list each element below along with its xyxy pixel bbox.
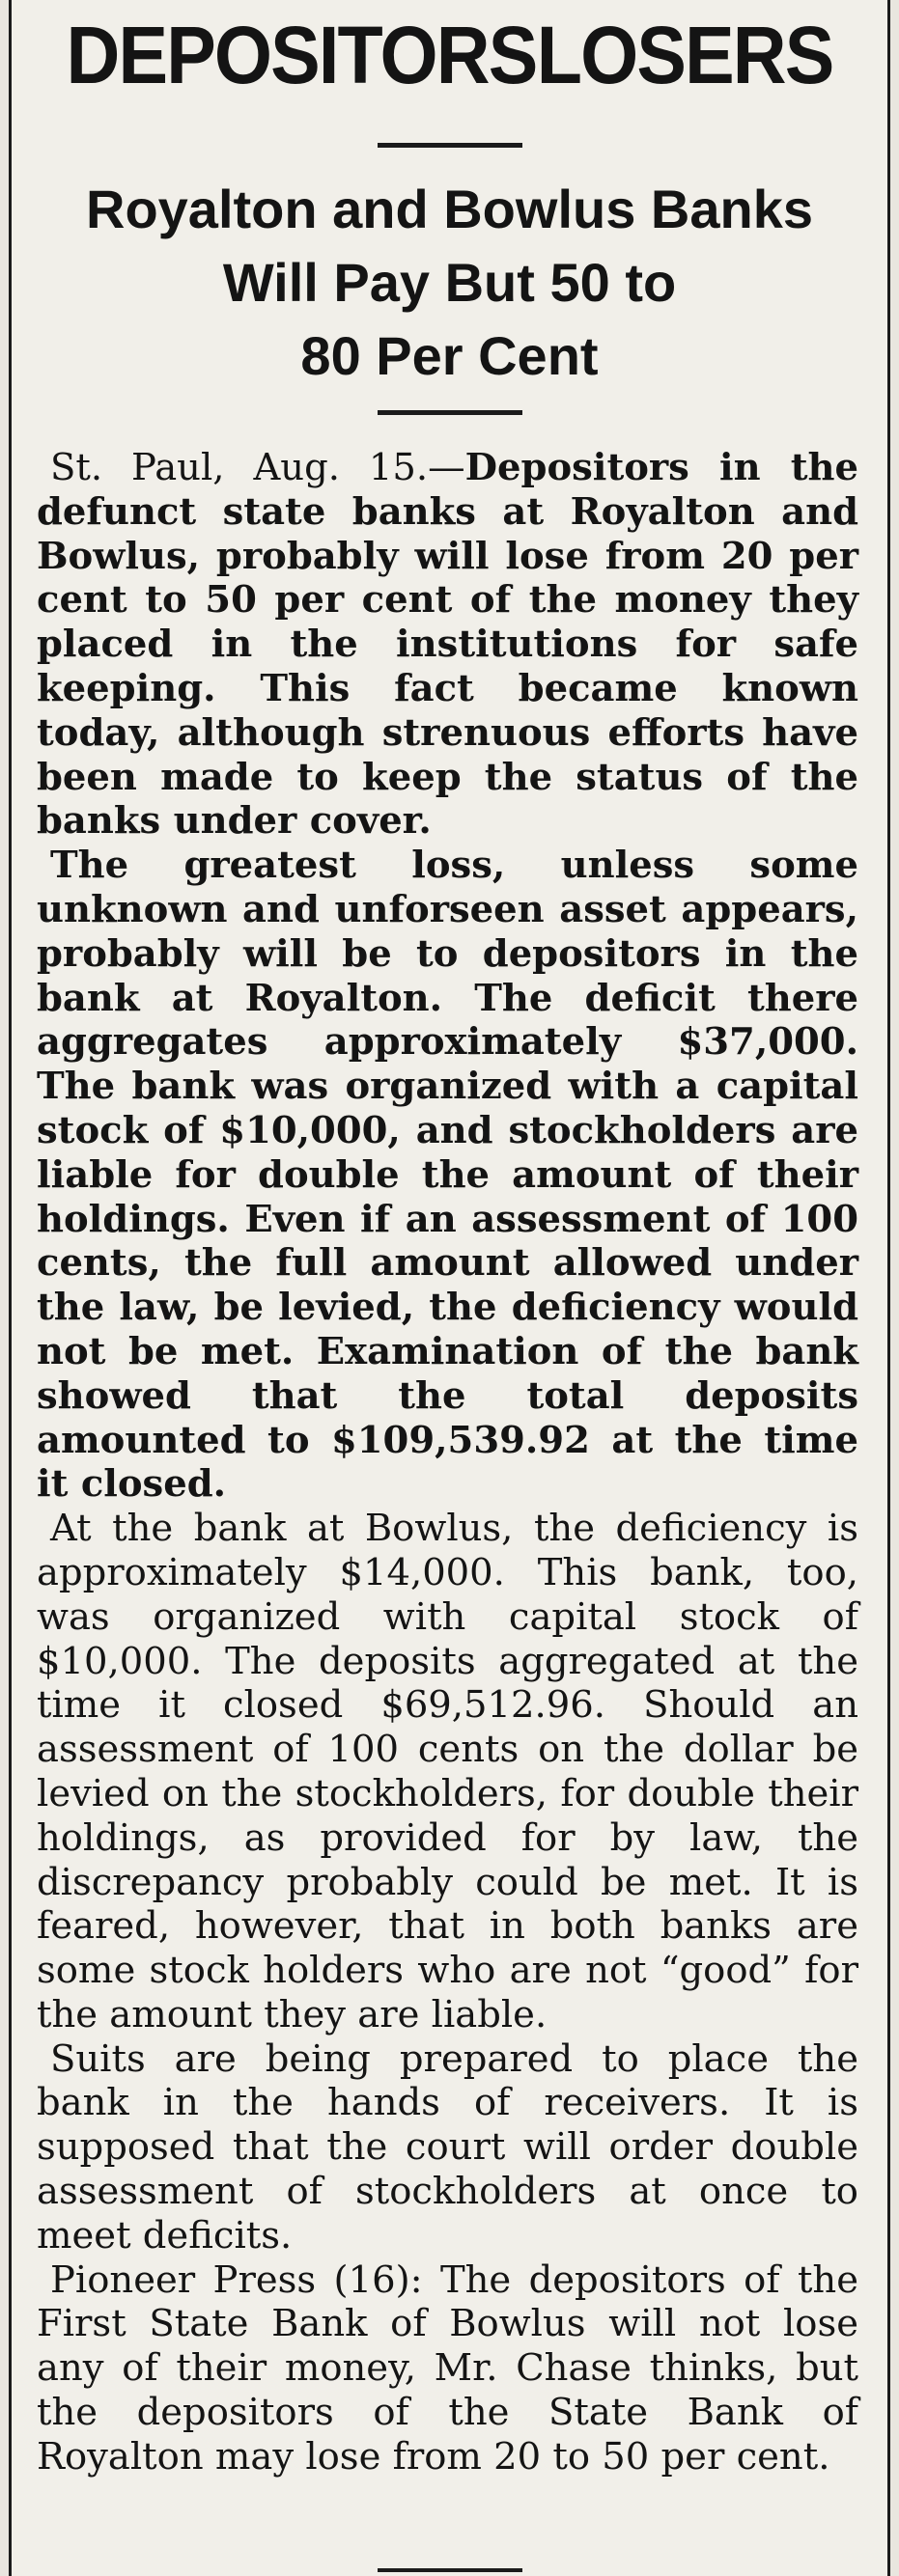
headline-left: DEPOSITORS [66, 10, 537, 100]
deck-line-3: 80 Per Cent [300, 325, 599, 386]
article-paragraph-5: Pioneer Press (16): The depositors of the First State Bank of Bowlus will not lose any of their money, Mr. Chase thinks, but the depositors of the State Bank of Royalton may lose from 20 to 50 per cent. [37, 2257, 858, 2479]
newspaper-clipping [9, 0, 890, 2576]
article-paragraph-3: At the bank at Bowlus, the deficiency is approximately $14,000. This bank, too, was organized with capital stock of $10,000. The deposits aggregated at the time it closed $69,512.96. Should an assessment of 100 cents on the dollar be levied on the stockholders, for double their holdings, as provided for by law, the discrepancy probably could be met. It is feared, however, that in both banks are some stock holders who are not “good” for the amount they are liable. [37, 1507, 858, 2036]
subheadline-deck [12, 148, 887, 393]
article-dateline: St. Paul, Aug. 15.— [50, 446, 465, 489]
article-paragraph-2: The greatest loss, unless some unknown and unforseen asset appears, probably will be to depositors in the bank at Royalton. The deficit there aggregates approximately $37,000. The bank was organized with a capital stock of $10,000, and stockholders are liable for double the amount of their holdings. Even if an assessment of 100 cents, the full amount allowed under the law, be levied, the deficiency would not be met. Examination of the bank showed that the total deposits amounted to $109,539.92 at the time it closed. [37, 844, 858, 1507]
paragraph-1-text: Depositors in the defunct state banks at Royalton and Bowlus, probably will lose from 20 per cent to 50 per cent of the money they placed in the institutions for safe keeping. This fact became known today, although strenuous efforts have been made to keep the status of the banks under cover. [37, 446, 858, 844]
deck-line-2: Will Pay But 50 to [222, 252, 677, 313]
article-paragraph-4: Suits are being prepared to place the bank in the hands of receivers. It is supposed that the court will order double assessment of stockholders at once to meet deficits. [37, 2036, 858, 2257]
divider-rule-bottom [378, 2568, 522, 2572]
headline [46, 0, 852, 108]
deck-line-1: Royalton and Bowlus Banks [86, 179, 813, 239]
article-paragraph-1 [37, 446, 858, 844]
headline-right: LOSERS [536, 10, 833, 100]
article-body [12, 415, 887, 2479]
